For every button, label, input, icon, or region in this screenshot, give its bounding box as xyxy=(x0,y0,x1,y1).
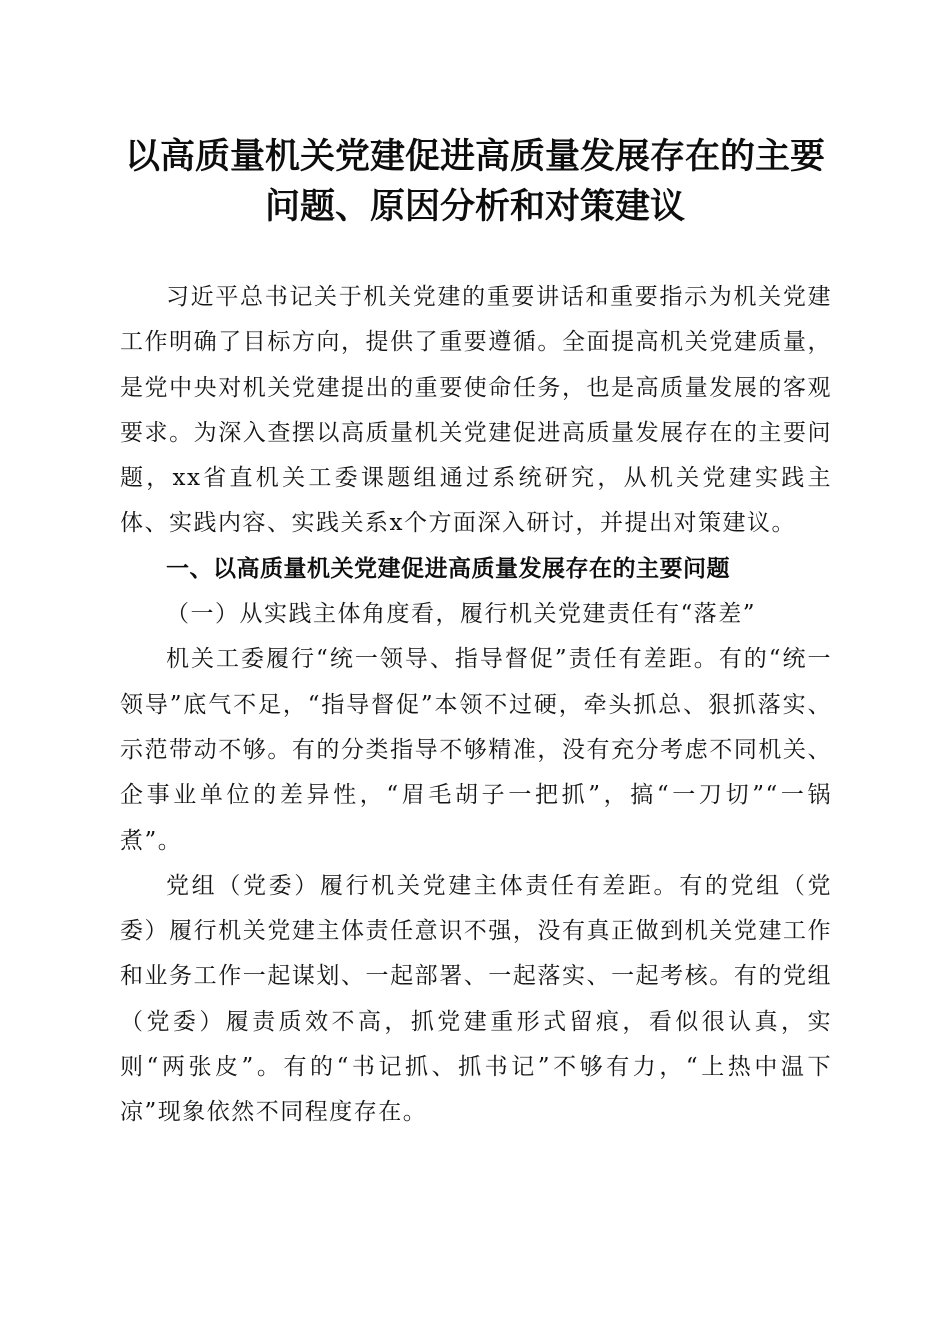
title-line-1: 以高质量机关党建促进高质量发展存在的主要 xyxy=(124,136,825,177)
document-body xyxy=(120,275,832,1136)
section-heading: 一、以高质量机关党建促进高质量发展存在的主要问题 xyxy=(166,555,730,582)
title-line-2: 问题、原因分析和对策建议 xyxy=(264,186,685,227)
body-paragraph: 机关工委履行“统一领导、指导督促”责任有差距。有的“统一领导”底气不足，“指导督促”本领不过硬，牵头抓总、狠抓落实、示范带动不够。有的分类指导不够精准，没有充分考虑不同机关、企事业单位的差异性，“眉毛胡子一把抓”，搞“一刀切”“一锅煮”。 xyxy=(120,646,832,854)
intro-paragraph: 习近平总书记关于机关党建的重要讲话和重要指示为机关党建工作明确了目标方向，提供了重要遵循。全面提高机关党建质量，是党中央对机关党建提出的重要使命任务，也是高质量发展的客观要求。为深入查摆以高质量机关党建促进高质量发展存在的主要问题，xx省直机关工委课题组通过系统研究，从机关党建实践主体、实践内容、实践关系x个方面深入研讨，并提出对策建议。 xyxy=(120,284,832,537)
document-title xyxy=(100,132,850,232)
body-paragraph: 党组（党委）履行机关党建主体责任有差距。有的党组（党委）履行机关党建主体责任意识不强，没有真正做到机关党建工作和业务工作一起谋划、一起部署、一起落实、一起考核。有的党组（党委）履责质效不高，抓党建重形式留痕，看似很认真，实则“两张皮”。有的“书记抓、抓书记”不够有力，“上热中温下凉”现象依然不同程度存在。 xyxy=(120,872,832,1126)
subsection-heading: （一）从实践主体角度看，履行机关党建责任有“落差” xyxy=(166,601,757,628)
